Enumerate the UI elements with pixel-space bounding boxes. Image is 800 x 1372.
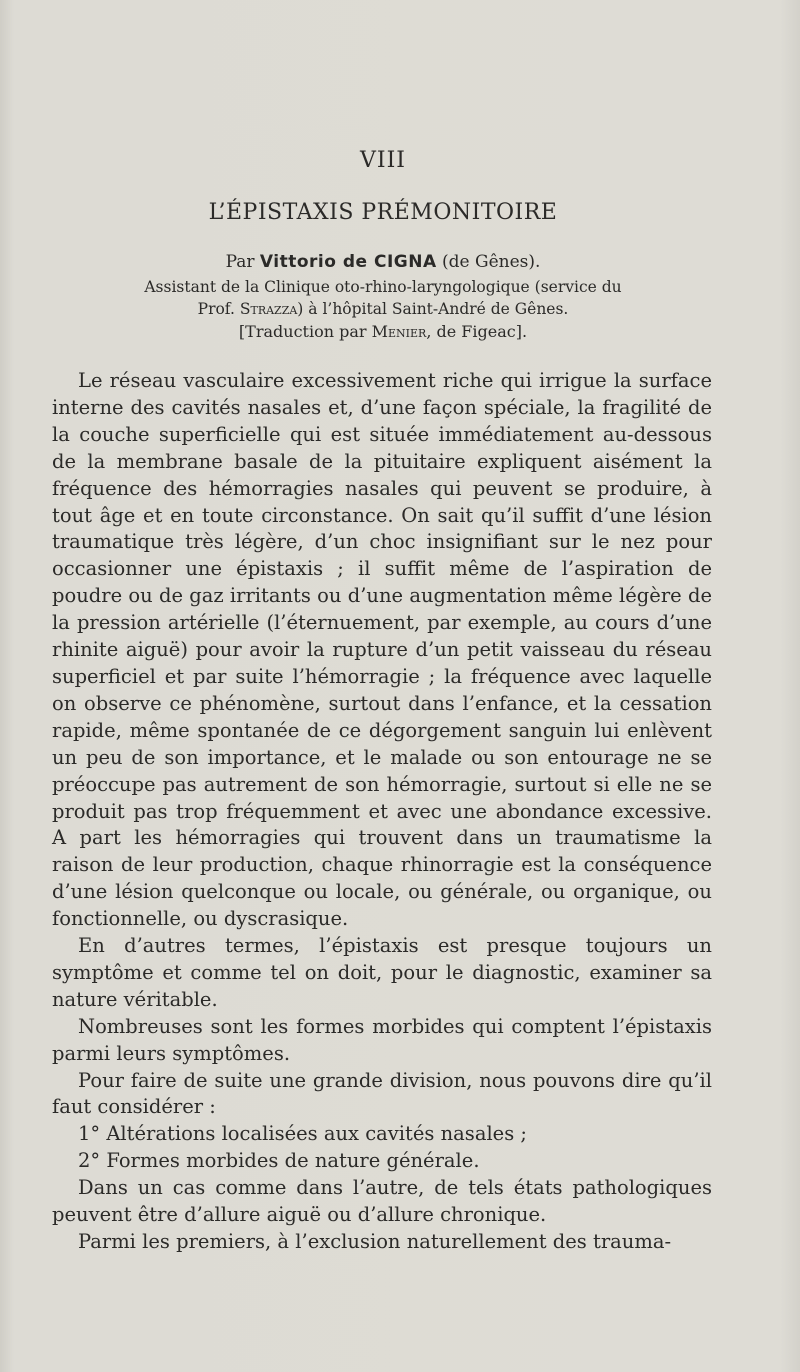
chapter-title: L’ÉPISTAXIS PRÉMONITOIRE [208, 200, 558, 225]
affiliation-line-2 [0, 298, 766, 320]
affiliation [0, 276, 766, 320]
translation-note [0, 322, 766, 341]
translator-name: Menier [371, 322, 427, 341]
author-origin: (de Gênes). [442, 252, 541, 272]
chapter-number: VIII [360, 148, 406, 173]
paragraph: Parmi les premiers, à l’exclusion naturellement des trauma- [78, 1230, 672, 1253]
paragraph: Nombreuses sont les formes morbides qui comptent l’épistaxis parmi leurs symptômes. [52, 1014, 712, 1065]
byline [0, 250, 766, 274]
paragraph: Le réseau vasculaire excessivement riche qui irrigue la surface interne des cavités nasales et, d’une façon spéciale, la fragilité de la couche superficielle qui est située immédiatement au-dessous de la membrane basale de la pituitaire expliquent aisément la fréquence des hémorragies nasales qui peuvent se produire, à tout âge et en toute circonstance. On sait qu’il suffit d’une lésion traumatique très légère, d’un choc insignifiant sur le nez pour occasionner une épistaxis ; il suffit même de l’aspiration de poudre ou de gaz irritants ou d’une augmentation même légère de la pression artérielle (l’éternuement, par exemple, au cours d’une rhinite aiguë) pour avoir la rupture d’un petit vaisseau du réseau superficiel et par suite l’hémorragie ; la fréquence avec laquelle on observe ce phénomène, surtout dans l’enfance, et la cessation rapide, même spontanée de ce dégorgement sanguin lui enlèvent un peu de son importance, et le malade ou son entourage ne se préoccupe pas autrement de son hémorragie, surtout si elle ne se produit pas trop fréquemment et avec une abondance excessive. A part les hémorragies qui trouvent dans un traumatisme la raison de leur production, chaque rhinorragie est la conséquence d’une lésion quelconque ou locale, ou générale, ou organique, ou fonctionnelle, ou dyscrasique. [52, 369, 712, 931]
affiliation-line-1: Assistant de la Clinique oto-rhino-laryngologique (service du [144, 278, 622, 296]
paragraph: En d’autres termes, l’épistaxis est presque toujours un symptôme et comme tel on doit, pour le diagnostic, examiner sa nature véritable. [52, 934, 712, 1011]
professor-name: Strazza [239, 300, 298, 318]
byline-prefix: Par [225, 252, 255, 272]
paragraph: Dans un cas comme dans l’autre, de tels états pathologiques peuvent être d’allure aiguë ou d’allure chronique. [52, 1176, 712, 1227]
affiliation-hospital: ) à l’hôpital Saint-André de Gênes. [297, 300, 569, 318]
paragraph: Pour faire de suite une grande division, nous pouvons dire qu’il faut considérer : [52, 1068, 712, 1119]
author-name: Vittorio de CIGNA [259, 252, 437, 272]
body-text [52, 368, 712, 1256]
affiliation-prof: Prof. [197, 300, 235, 318]
translation-prefix: [Traduction par [238, 322, 367, 341]
list-item: 1° Altérations localisées aux cavités nasales ; [78, 1122, 527, 1146]
list-item: 2° Formes morbides de nature générale. [78, 1149, 480, 1173]
translation-suffix: , de Figeac]. [426, 322, 528, 341]
